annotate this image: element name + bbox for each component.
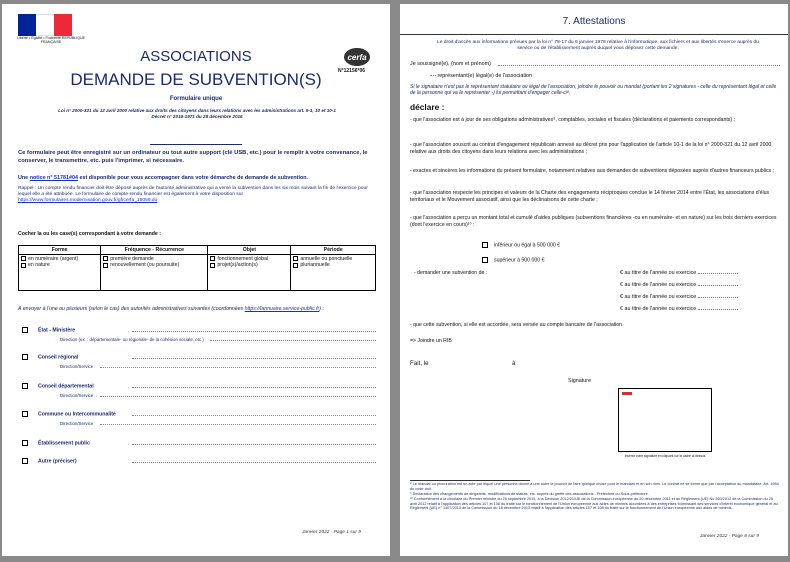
option-numeraire: en numéraire (argent) — [28, 256, 79, 262]
rappel-text — [18, 186, 374, 204]
name-label: Je soussigné(e), (nom et prénom) — [410, 61, 491, 67]
cell-periode — [291, 255, 376, 291]
adresse-text — [18, 306, 374, 313]
section-title: 7. Attestations — [562, 16, 626, 27]
notice-prefix: Une — [18, 175, 29, 181]
declaration-2: - que l'association souscrit au contrat d'engagement républicain annexé au décret pris pour l'application de l'article 10-1 de la loi n° 2000-321 du 12 avril 2000 relative aux droits des citoyens dans leurs relations avec les administrations ; — [410, 142, 772, 155]
checkbox-commune[interactable] — [22, 411, 28, 417]
org-commune-sub-label: Direction/Service — [60, 421, 94, 426]
fait-a-label: à — [512, 360, 516, 367]
page-8-footer: Janvier 2022 - Page 8 sur 9 — [700, 534, 759, 539]
option-nature: en nature — [28, 262, 50, 269]
amount-option-1 — [482, 242, 560, 248]
checkbox-nature[interactable] — [21, 263, 26, 268]
divider — [150, 144, 242, 145]
subvention-text-4: € au titre de l'année ou exercice — [620, 306, 697, 312]
subvention-field-2[interactable] — [698, 285, 738, 286]
checkbox-projets[interactable] — [210, 263, 215, 268]
org-commune-name: Commune ou Intercommunalité — [38, 411, 116, 418]
cell-frequence — [101, 255, 208, 291]
amount-option-2 — [482, 257, 544, 263]
checkbox-annuelle[interactable] — [293, 256, 298, 261]
header-periode: Période — [291, 246, 376, 255]
notice-line — [18, 175, 308, 181]
rep-line — [430, 73, 780, 79]
org-etat-sub-label: Direction (ex. : départementale- ou régionale- de la cohésion sociale, etc.) — [60, 337, 204, 342]
option-premiere-demande: première demande — [110, 256, 154, 262]
footnote-8: ⁸ Le mandat ou procuration est un acte par lequel une personne donne à une autre le pouvoir de faire quelque chose pour le mandant et en son nom. Le contrat ne se forme que par l'acceptation du mandataire. Art. 1984 du code civil. — [410, 482, 779, 491]
org-etablissement — [22, 440, 376, 446]
subvention-line-2 — [620, 282, 738, 288]
section-divider — [400, 34, 788, 35]
republique-francaise-text: Liberté • Égalité • Fraternité RÉPUBLIQUE FRANÇAISE — [16, 36, 86, 45]
subvention-text-2: € au titre de l'année ou exercice — [620, 282, 697, 288]
org-departement — [22, 383, 376, 398]
org-commune-sub-field[interactable] — [100, 424, 376, 425]
page-1 — [2, 4, 390, 556]
access-rights-text: Le droit d'accès aux informations prévues par la loi n° 78-17 du 6 janvier 1978 relative à l'informatique, aux fichiers et aux libertés s'exerce auprès du service ou de l'établissement auprès duquel vous déposez cette demande. — [436, 40, 759, 51]
org-etablissement-name: Établissement public — [38, 440, 90, 447]
subvention-line-1 — [620, 270, 738, 276]
name-line — [410, 61, 780, 67]
cerfa-number: N°12156*06 — [338, 68, 366, 74]
footnote-10: ¹⁰ Conformément à la circulaire du Premier ministre du 29 septembre 2015, à la Décision 2012/21/UE de la Commission européenne du 20 décembre 2011 et au Règlement (UE) No 360/2012 de la Commission du 25 avril 2012 relatif à l'application des articles 107 et 108 du traité sur le fonctionnement de l'Union européenne aux aides de minimis accordées à des entreprises fournissant des services d'intérêt économique général et au Règlement (UE) n° 1407/2013 de la Commission du 18 décembre 2013 relatif à l'application des articles 107 et 108 du traité sur le fonctionnement de l'Union européenne aux aides de minimis. — [410, 497, 778, 511]
decree-refs: Décret n° 2016-1971 du 28 décembre 2016 — [151, 113, 243, 119]
checkbox-region[interactable] — [22, 354, 28, 360]
request-type-table — [18, 245, 376, 291]
checkbox-etablissement[interactable] — [22, 440, 28, 446]
checkbox-departement[interactable] — [22, 383, 28, 389]
org-etat-sub-field[interactable] — [210, 340, 376, 341]
org-etat-name: État - Ministère — [38, 327, 76, 334]
checkbox-premiere-demande[interactable] — [103, 256, 108, 261]
option-fonctionnement: fonctionnement global — [217, 256, 269, 262]
checkbox-etat[interactable] — [22, 327, 28, 333]
name-field[interactable] — [498, 65, 780, 66]
cell-objet — [208, 255, 291, 291]
law-references — [42, 108, 352, 119]
signature-caption: Insérez votre signature en cliquant sur le cadre ci-dessus — [624, 454, 706, 458]
org-etat — [22, 327, 376, 342]
subvention-field-1[interactable] — [698, 273, 738, 274]
org-etablissement-field[interactable] — [132, 444, 376, 445]
declaration-4: - que l'association respecte les principes et valeurs de la Charte des engagements réciproques conclue le 14 février 2014 entre l'État, les associations d'élus territoriaux et le Mouvement associatif, ainsi que les déclinaisons de cette charte ; — [410, 190, 770, 203]
fait-line — [410, 360, 516, 367]
cerfa-logo: cerfa — [344, 48, 370, 66]
option-pluriannuelle: pluriannuelle — [300, 262, 330, 269]
header-frequence: Fréquence - Récurrence — [101, 246, 208, 255]
cell-forme — [19, 255, 101, 291]
mandate-note: Si le signataire n'est pas le représentant statutaire ou légal de l'association, joindre le pouvoir ou mandat (portant les 2 signatures - celle du représentant légal et celle de la personne qui va le représenter -) lui permettant d'engager celle-ci⁸. — [410, 84, 777, 96]
subvention-line-4 — [620, 306, 738, 312]
adresse-body: A envoyer à l'une ou plusieurs (selon le cas) des autorités administratives suivantes (coordonnées — [18, 306, 244, 312]
signature-label: Signature — [568, 378, 592, 384]
subvention-text-3: € au titre de l'année ou exercice — [620, 294, 697, 300]
org-region-field[interactable] — [132, 358, 376, 359]
org-region-sub-field[interactable] — [100, 367, 376, 368]
declare-heading: déclare : — [410, 102, 445, 112]
option-annuelle: annuelle ou ponctuelle — [300, 256, 353, 262]
marianne-logo — [18, 14, 72, 36]
checkbox-fonctionnement[interactable] — [210, 256, 215, 261]
rep-field-prefix[interactable] — [430, 75, 436, 76]
annuaire-link[interactable]: https://lannuaire.service-public.fr — [244, 306, 320, 312]
org-departement-field[interactable] — [132, 387, 376, 388]
org-region-sub — [60, 364, 376, 369]
versee-text: - que cette subvention, si elle est accordée, sera versée au compte bancaire de l'association. — [410, 322, 624, 328]
org-region-sub-label: Direction/Service — [60, 364, 94, 369]
declaration-1: - que l'association est à jour de ses obligations administratives⁹, comptables, sociales et fiscales (déclarations et paiements correspondants) ; — [410, 117, 735, 123]
subtitle: Formulaire unique — [169, 96, 223, 102]
title-associations: ASSOCIATIONS — [140, 48, 252, 65]
org-commune-field[interactable] — [132, 415, 376, 416]
rappel-body: Rappel : Un compte rendu financier doit être déposé auprès de l'autorité administrative qui a versé la subvention dans les six mois suivant la fin de l'exercice pour lequel elle a été attribuée. Le formulaire de compte-rendu financier est également à votre disposition sur — [18, 186, 368, 197]
org-autre-field[interactable] — [132, 462, 376, 463]
org-autre-name: Autre (préciser) — [38, 458, 77, 465]
notice-link[interactable]: notice n° 51781#04 — [29, 175, 78, 181]
fait-label: Fait, le — [410, 360, 429, 367]
page-1-footer: Janvier 2022 - Page 1 sur 9 — [302, 530, 361, 535]
subvention-line-3 — [620, 294, 738, 300]
cocher-label: Cocher la ou les case(s) correspondant à votre demande : — [18, 231, 161, 237]
org-departement-name: Conseil départemental — [38, 383, 94, 390]
org-departement-sub-label: Direction/Service — [60, 393, 94, 398]
checkbox-autre[interactable] — [22, 458, 28, 464]
header-forme: Forme — [19, 246, 101, 255]
rib-text: => Joindre un RIB — [410, 338, 452, 344]
checkbox-renouvellement[interactable] — [103, 263, 108, 268]
org-autre — [22, 458, 376, 464]
option-projets: projet(s)/action(s) — [217, 262, 258, 269]
checkbox-pluriannuelle[interactable] — [293, 263, 298, 268]
org-etat-field[interactable] — [132, 331, 376, 332]
law-refs: Loi n° 2000-321 du 12 avril 2000 relative aux droits des citoyens dans leurs relations avec les administrations art. 9-1, 10 et 10-1 — [58, 108, 336, 113]
rappel-link[interactable]: https://www.formulaires.modernisation.gouv.fr/gf/cerfa_15059.do — [18, 198, 158, 203]
subvention-field-4[interactable] — [698, 309, 738, 310]
org-region — [22, 354, 376, 369]
footnote-9: ⁹ Déclaration des changements de dirigeants, modifications de statuts, etc. auprès du greffe des associations - Préfecture ou Sous-préfecture. — [410, 492, 649, 496]
page-8 — [400, 4, 788, 556]
intro-text: Ce formulaire peut être enregistré sur un ordinateur ou tout autre support (clé USB, etc.) pour le remplir à votre convenance, le conserver, le transmettre, etc. puis l'imprimer, si nécessaire. — [18, 150, 368, 164]
org-departement-sub-field[interactable] — [100, 396, 376, 397]
notice-suffix: est disponible pour vous accompagner dans votre démarche de demande de subvention. — [79, 175, 309, 181]
org-commune-sub — [60, 421, 376, 426]
declaration-5: - que l'association a perçu un montant total et cumulé d'aides publiques (subventions financières -ou en numéraire- et en nature) sur les trois derniers exercices (dont l'exercice en cours)¹⁰ : — [410, 215, 777, 228]
checkbox-superieur[interactable] — [482, 257, 488, 263]
checkbox-inferieur[interactable] — [482, 242, 488, 248]
declaration-3: - exactes et sincères les informations du présent formulaire, notamment relatives aux demandes de subventions déposées auprès d'autres financeurs publics ; — [410, 168, 775, 174]
demande-label: - demander une subvention de : — [414, 270, 488, 276]
signature-box[interactable] — [618, 388, 712, 452]
amount-label-2: supérieur à 500 000 € — [494, 257, 545, 264]
adresse-end: ) : — [319, 306, 324, 312]
org-departement-sub — [60, 393, 376, 398]
org-commune — [22, 411, 376, 426]
option-renouvellement: renouvellement (ou poursuite) — [110, 262, 180, 269]
subvention-field-3[interactable] — [698, 297, 738, 298]
checkbox-numeraire[interactable] — [21, 256, 26, 261]
org-etat-sub — [60, 337, 376, 342]
org-region-name: Conseil régional — [38, 354, 79, 361]
rep-label: représentant(e) légal(e) de l'association — [437, 73, 533, 79]
amount-label-1: inférieur ou égal à 500 000 € — [494, 242, 561, 249]
footnote-divider — [410, 480, 530, 481]
pen-icon — [622, 392, 632, 395]
title-demande: DEMANDE DE SUBVENTION(S) — [70, 70, 322, 89]
header-objet: Objet — [208, 246, 291, 255]
subvention-text-1: € au titre de l'année ou exercice — [620, 270, 697, 276]
